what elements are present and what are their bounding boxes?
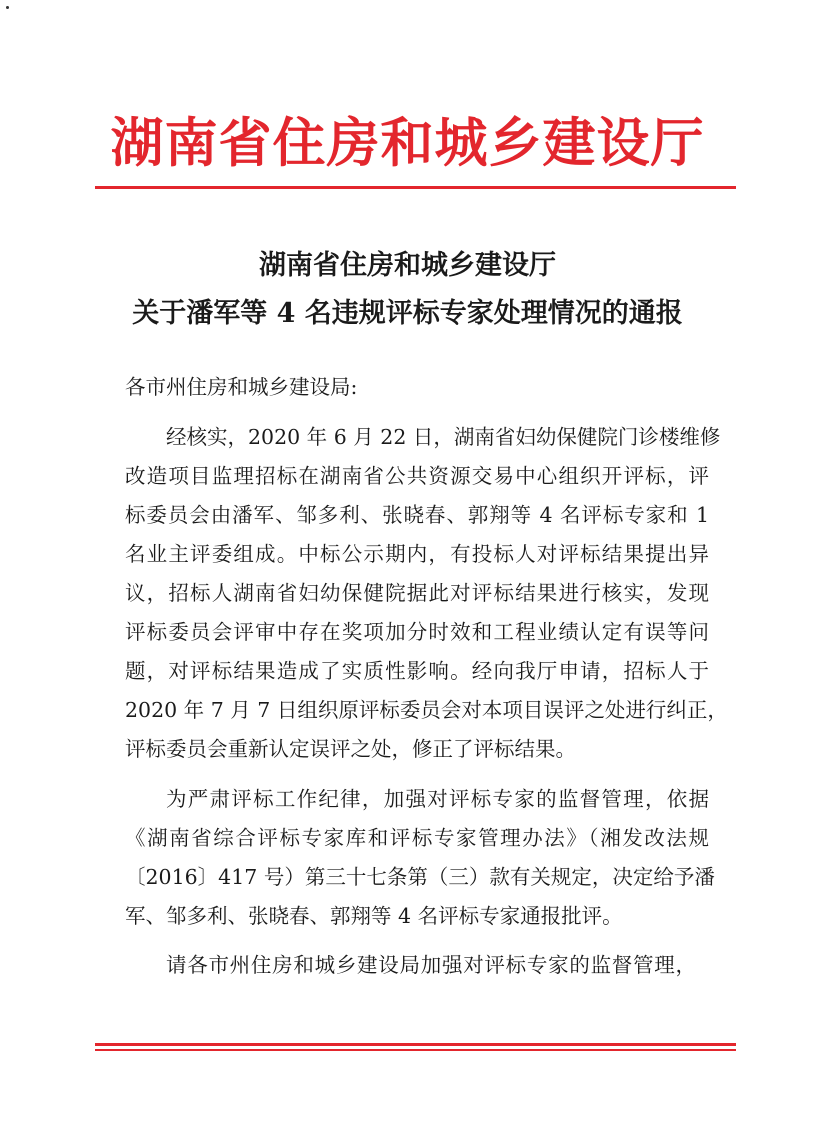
paragraph-1-line: 经核实，2020 年 6 月 22 日，湖南省妇幼保健院门诊楼维修 <box>166 425 721 449</box>
letterhead-org-name: 湖南省住房和城乡建设厅 <box>110 112 705 174</box>
footer-red-rule-thick <box>95 1043 736 1046</box>
paragraph-1-line: 议，招标人湖南省妇幼保健院据此对评标结果进行核实，发现 <box>125 581 709 605</box>
paragraph-2-line: 〔2016〕417 号）第三十七条第（三）款有关规定，决定给予潘 <box>125 865 715 889</box>
paragraph-2-line: 《湖南省综合评标专家库和评标专家管理办法》（湘发改法规 <box>125 826 709 850</box>
letterhead-red-rule <box>95 186 736 189</box>
salutation: 各市州住房和城乡建设局: <box>125 375 358 399</box>
paragraph-2-line: 为严肃评标工作纪律，加强对评标专家的监督管理，依据 <box>166 787 709 811</box>
paragraph-1-line: 标委员会由潘军、邹多利、张晓春、郭翔等 4 名评标专家和 1 <box>125 503 709 527</box>
paragraph-2-line: 军、邹多利、张晓春、郭翔等 4 名评标专家通报批评。 <box>125 904 623 928</box>
paragraph-1-line: 评标委员会评审中存在奖项加分时效和工程业绩认定有误等问 <box>125 620 709 644</box>
paragraph-1-line: 改造项目监理招标在湖南省公共资源交易中心组织开评标，评 <box>125 464 709 488</box>
scan-speck <box>6 6 9 9</box>
paragraph-1-line: 2020 年 7 月 7 日组织原评标委员会对本项目误评之处进行纠正， <box>125 698 728 722</box>
footer-red-rule-thin <box>95 1049 736 1051</box>
paragraph-1-line: 名业主评委组成。中标公示期内，有投标人对评标结果提出异 <box>125 542 709 566</box>
paragraph-1-line: 评标委员会重新认定误评之处，修正了评标结果。 <box>125 737 576 761</box>
paragraph-3-line: 请各市州住房和城乡建设局加强对评标专家的监督管理， <box>166 953 696 977</box>
document-title-line-1: 湖南省住房和城乡建设厅 <box>259 250 556 281</box>
paragraph-1-line: 题，对评标结果造成了实质性影响。经向我厅申请，招标人于 <box>125 659 709 683</box>
document-title-line-2: 关于潘军等 4 名违规评标专家处理情况的通报 <box>132 298 683 329</box>
